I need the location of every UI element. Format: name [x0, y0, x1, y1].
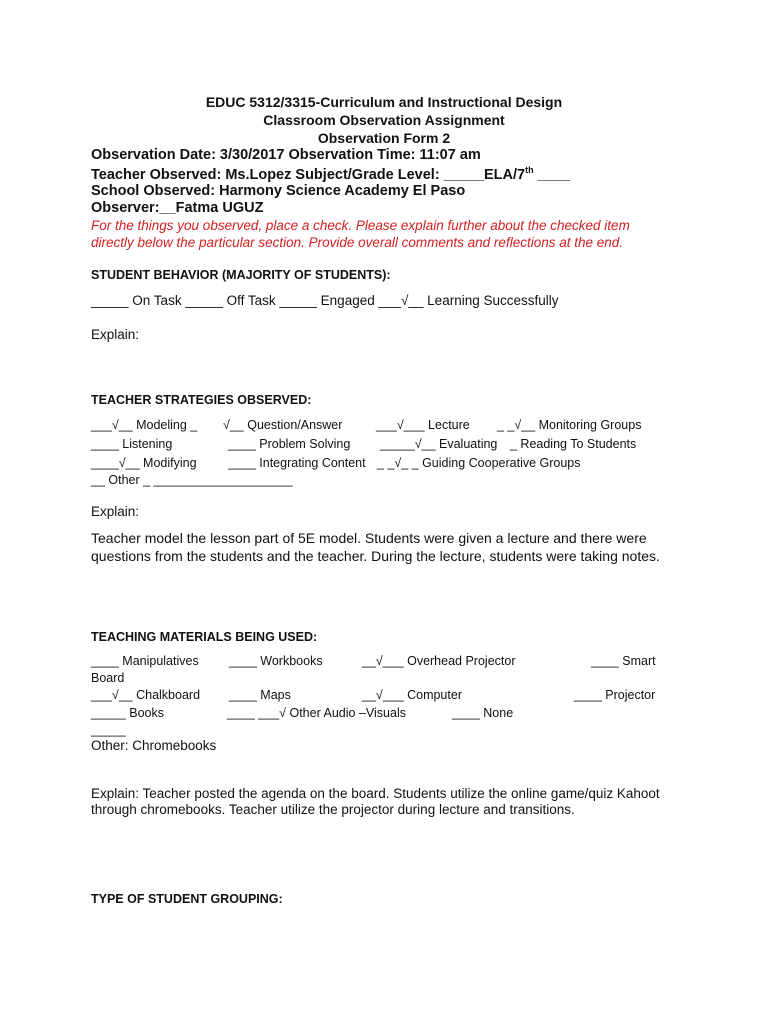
strategy-lecture: ___√___ Lecture — [376, 418, 470, 432]
instructions-line-2: directly below the particular section. Provide overall comments and reflections at the end. — [91, 235, 624, 250]
teacher-line: Teacher Observed: Ms.Lopez Subject/Grade Level: _____ELA/7 — [91, 166, 526, 183]
strategy-guiding-cooperative-groups: _ _√_ _ Guiding Cooperative Groups — [377, 456, 581, 470]
strategy-question-answer: √__ Question/Answer — [223, 418, 343, 432]
strategy-listening: ____ Listening — [91, 437, 173, 451]
teacher-tail: ____ — [533, 166, 570, 183]
student-behavior-explain-label: Explain: — [91, 327, 140, 342]
form-title: Observation Form 2 — [317, 130, 451, 146]
strategy-monitoring-groups: _ _√__ Monitoring Groups — [497, 418, 642, 432]
material-computer: __√___ Computer — [362, 688, 462, 702]
material-smart-board-wrap: Board — [91, 671, 125, 685]
strategy-reading-to-students: _ Reading To Students — [510, 437, 637, 451]
student-grouping-heading: TYPE OF STUDENT GROUPING: — [91, 892, 283, 906]
material-workbooks: ____ Workbooks — [229, 654, 323, 668]
student-behavior-heading: STUDENT BEHAVIOR (MAJORITY OF STUDENTS): — [91, 268, 391, 282]
material-overhead-projector: __√___ Overhead Projector — [362, 654, 516, 668]
strategy-evaluating: _____√__ Evaluating — [380, 437, 498, 451]
strategy-problem-solving: ____ Problem Solving — [228, 437, 351, 451]
material-books: _____ Books — [91, 706, 164, 720]
strategy-other: __ Other _ ____________________ — [91, 473, 293, 487]
material-manipulatives: ____ Manipulatives — [91, 654, 199, 668]
assignment-title: Classroom Observation Assignment — [263, 112, 505, 128]
observation-date-time: Observation Date: 3/30/2017 Observation Time: 11:07 am — [91, 147, 481, 163]
material-none: ____ None — [452, 706, 514, 720]
student-behavior-checklist: _____ On Task _____ Off Task _____ Engaged ___√__ Learning Successfully — [91, 293, 559, 308]
material-other-audio-visuals: ____ ___√ Other Audio –Visuals — [227, 706, 406, 720]
observer: Observer:__Fatma UGUZ — [91, 200, 264, 216]
teacher-strategies-explain-label: Explain: — [91, 504, 140, 519]
teacher-strategies-explanation: Teacher model the lesson part of 5E model. Students were given a lecture and there were questions from the students and the teacher. During the lecture, students were taking notes. — [91, 530, 660, 564]
material-none-wrap: _____ — [91, 723, 126, 737]
strategy-modeling: ___√__ Modeling _ — [91, 418, 198, 432]
instructions-line-1: For the things you observed, place a check. Please explain further about the checked item — [91, 218, 630, 233]
teacher-strategies-heading: TEACHER STRATEGIES OBSERVED: — [91, 393, 312, 407]
material-smart-board: ____ Smart — [591, 654, 656, 668]
strategy-modifying: ____√__ Modifying — [91, 456, 197, 470]
material-projector: ____ Projector — [574, 688, 656, 702]
school-observed: School Observed: Harmony Science Academy El Paso — [91, 183, 466, 199]
teacher-observed — [91, 165, 570, 183]
course-title: EDUC 5312/3315-Curriculum and Instructional Design — [205, 94, 563, 110]
teaching-materials-explanation: Explain: Teacher posted the agenda on the board. Students utilize the online game/quiz Kahoot through chromebooks. Teacher utilize the projector during lecture and transitions. — [91, 786, 660, 817]
teaching-materials-heading: TEACHING MATERIALS BEING USED: — [91, 630, 318, 644]
grade-suffix: th — [525, 165, 534, 175]
material-other-chromebooks: Other: Chromebooks — [91, 738, 217, 753]
material-maps: ____ Maps — [229, 688, 291, 702]
material-chalkboard: ___√__ Chalkboard — [91, 688, 201, 702]
strategy-integrating-content: ____ Integrating Content — [228, 456, 366, 470]
